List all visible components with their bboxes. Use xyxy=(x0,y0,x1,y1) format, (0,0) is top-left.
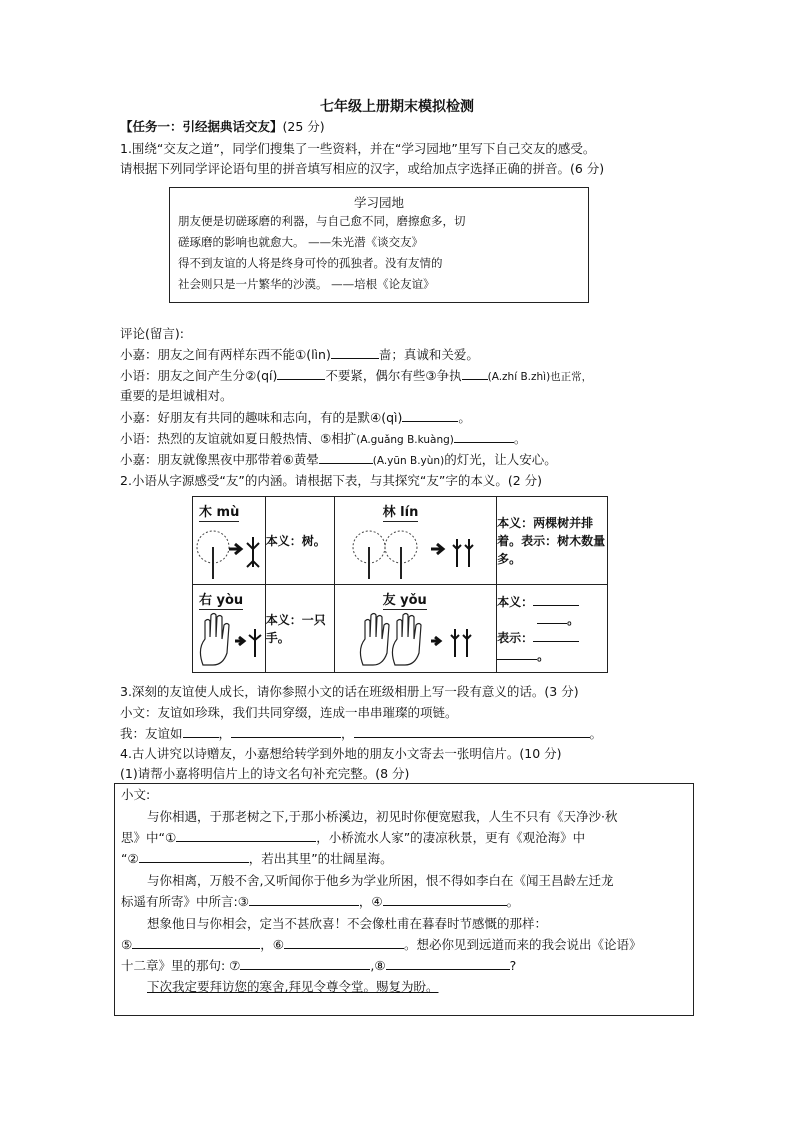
quote-line: 社会则只是一片繁华的沙漠。 ——培根《论友谊》 xyxy=(178,277,435,291)
poem-blank-8[interactable] xyxy=(386,957,510,970)
answer-blank-q3-1[interactable] xyxy=(183,725,219,738)
poem-blank-4[interactable] xyxy=(383,893,507,906)
mu-meaning: 本义：树。 xyxy=(265,497,334,585)
comma: ， xyxy=(341,726,354,741)
q4-prompt: 4.古人讲究以诗赠友，小嘉想给转学到外地的朋友小文寄去一张明信片。(10 分) xyxy=(120,746,562,761)
postcard-text: 。想必你见到远道而来的我会说出《论语》 xyxy=(403,937,642,952)
q1-prompt-line2: 请根据下列同学评论语句里的拼音填写相应的汉字，或给加点字选择正确的拼音。(6 分) xyxy=(120,161,605,176)
postcard-p2a: 与你相离，万般不舍,又听闻你于他乡为学业所困，恨不得如李白在《闻王昌龄左迁龙 xyxy=(147,873,614,888)
quote-line: 磋琢磨的影响也就愈大。 ——朱光潜《谈交友》 xyxy=(178,235,424,249)
comment-4 xyxy=(120,409,471,427)
comment-label: 评论(留言): xyxy=(120,326,184,341)
q4-sub1: (1)请帮小嘉将明信片上的诗文名句补充完整。(8 分) xyxy=(120,766,410,781)
postcard-greeting: 小文: xyxy=(121,787,151,802)
postcard-p3-line2 xyxy=(121,936,641,954)
you2-meaning xyxy=(497,585,608,673)
answer-blank-q3-3[interactable] xyxy=(354,725,590,738)
answer-blank-1[interactable] xyxy=(331,346,379,359)
poem-blank-6[interactable] xyxy=(284,936,404,949)
trees-icon xyxy=(335,499,497,583)
task1-title: 【任务一：引经据典话交友】 xyxy=(120,119,283,134)
postcard-text: ，④ xyxy=(358,894,383,909)
q1-prompt-line1: 1.围绕“交友之道”，同学们搜集了一些资料，并在“学习园地”里写下自己交友的感受。 xyxy=(120,141,596,156)
comment-text: 小嘉：朋友就像黑夜中那带着⑥黄晕 xyxy=(120,452,319,467)
answer-blank-5[interactable] xyxy=(454,430,514,443)
comment-text: 不要紧，偶尔有些③争执 xyxy=(325,368,462,383)
period: 。 xyxy=(567,612,580,627)
poem-blank-2[interactable] xyxy=(139,850,249,863)
cell-mu-picture xyxy=(193,497,266,585)
pinyin-options: (A.guǎng B.kuàng) xyxy=(356,434,454,446)
pinyin-options: (A.zhí B.zhì)也正常， xyxy=(487,371,593,383)
postcard-text: 。 xyxy=(506,894,520,909)
quote-line: 得不到友谊的人将是终身可怜的孤独者。没有友情的 xyxy=(178,256,443,270)
period: 。 xyxy=(537,648,550,663)
character-origin-table xyxy=(192,496,608,673)
cell-you-picture xyxy=(193,585,266,673)
postcard-text: 标遥有所寄》中所言:③ xyxy=(121,894,249,909)
cell-you2-picture xyxy=(334,585,496,673)
hand-icon xyxy=(193,587,265,671)
answer-blank-meaning-2[interactable] xyxy=(537,611,567,624)
answer-prefix: 我：友谊如 xyxy=(120,726,183,741)
comment-text: 。 xyxy=(513,431,527,446)
q2-prompt: 2.小语从字源感受“友”的内涵。请根据下表，与其探究“友”字的本义。(2 分) xyxy=(120,473,543,488)
postcard-p1-line3 xyxy=(121,850,393,868)
study-garden-box xyxy=(169,187,589,303)
postcard-text: 思》中“① xyxy=(121,830,177,845)
lin-pinyin-label: 林 lín xyxy=(383,501,419,522)
postcard-text: 十二章》里的那句: ⑦ xyxy=(121,958,241,973)
postcard-p3a: 想象他日与你相会，定当不甚欣喜！不会像杜甫在暮春时节感慨的那样： xyxy=(147,916,548,931)
task1-heading xyxy=(120,118,325,136)
answer-blank-q3-2[interactable] xyxy=(231,725,341,738)
postcard-text: ⑤ xyxy=(121,937,133,952)
mu-pinyin-label: 木 mù xyxy=(199,501,239,522)
comment-2-cont: 重要的是坦诚相对。 xyxy=(120,388,233,403)
comment-2 xyxy=(120,367,592,386)
comment-text: 小语：朋友之间产生分②(qí) xyxy=(120,368,278,383)
comment-text: 啬；真诚和关爱。 xyxy=(378,347,479,362)
comment-5 xyxy=(120,430,526,449)
pinyin-options: (A.yūn B.yùn) xyxy=(372,455,445,467)
study-garden-title: 学习园地 xyxy=(353,195,404,210)
comment-text: 小嘉：朋友之间有两样东西不能①(lìn) xyxy=(120,347,331,362)
period: 。 xyxy=(589,726,603,741)
task1-score: (25 分) xyxy=(282,119,325,134)
comment-1 xyxy=(120,346,479,364)
postcard-text: ，小桥流水人家”的凄凉秋景，更有《观沧海》中 xyxy=(316,830,586,845)
q3-answer xyxy=(120,725,602,743)
answer-blank-meaning[interactable] xyxy=(533,593,579,606)
postcard-p1a: 与你相遇，于那老树之下,于那小桥溪边，初见时你便宽慰我，人生不只有《天净沙·秋 xyxy=(147,809,618,824)
comment-text: 。 xyxy=(458,410,471,425)
poem-blank-7[interactable] xyxy=(240,957,370,970)
you2-pinyin-label: 友 yǒu xyxy=(383,589,427,610)
you-pinyin-label: 右 yòu xyxy=(199,589,243,610)
postcard-p2-line2 xyxy=(121,893,519,911)
page-title: 七年级上册期末模拟检测 xyxy=(320,99,474,115)
you-meaning: 本义：一只手。 xyxy=(265,585,334,673)
answer-blank-express-2[interactable] xyxy=(497,647,537,660)
postcard-p3-line3 xyxy=(121,957,516,975)
meaning-label: 表示： xyxy=(497,630,534,645)
meaning-label: 本义： xyxy=(497,594,534,609)
postcard-text: ,⑧ xyxy=(370,958,386,973)
answer-blank-express[interactable] xyxy=(533,629,579,642)
postcard-closing: 下次我定要拜访您的寒舍,拜见令尊令堂。赐复为盼。 xyxy=(147,979,439,994)
postcard-text: ，⑥ xyxy=(260,937,284,952)
poem-blank-1[interactable] xyxy=(176,829,316,842)
comment-text: 小语：热烈的友谊就如夏日般热情、⑤相扩 xyxy=(120,431,357,446)
comma: ， xyxy=(218,726,232,741)
comment-text: 小嘉：好朋友有共同的趣味和志向，有的是默④(qì) xyxy=(120,410,403,425)
two-hands-icon xyxy=(335,587,497,671)
postcard-text: ? xyxy=(509,958,517,973)
tree-icon xyxy=(193,499,265,583)
answer-blank-2[interactable] xyxy=(277,367,325,380)
answer-blank-4[interactable] xyxy=(402,409,458,422)
answer-blank-3[interactable] xyxy=(462,367,488,380)
postcard-p1-line2 xyxy=(121,829,585,847)
lin-meaning: 本义：两棵树并排着。表示：树木数量多。 xyxy=(497,497,608,585)
quote-line: 朋友便是切磋琢磨的利器，与自己愈不同，磨擦愈多，切 xyxy=(178,214,466,228)
postcard-text: ，若出其里”的壮阔星海。 xyxy=(248,851,393,866)
q3-example: 小文：友谊如珍珠，我们共同穿缀，连成一串串璀璨的项链。 xyxy=(120,705,458,720)
q3-prompt: 3.深刻的友谊使人成长，请你参照小文的话在班级相册上写一段有意义的话。(3 分) xyxy=(120,684,579,699)
poem-blank-3[interactable] xyxy=(249,893,359,906)
cell-lin-picture xyxy=(334,497,496,585)
postcard-box xyxy=(114,783,694,1016)
comment-text: 的灯光，让人安心。 xyxy=(444,452,557,467)
postcard-text: “② xyxy=(121,851,139,866)
answer-blank-6[interactable] xyxy=(319,451,373,464)
comment-6 xyxy=(120,451,557,470)
poem-blank-5[interactable] xyxy=(132,936,260,949)
